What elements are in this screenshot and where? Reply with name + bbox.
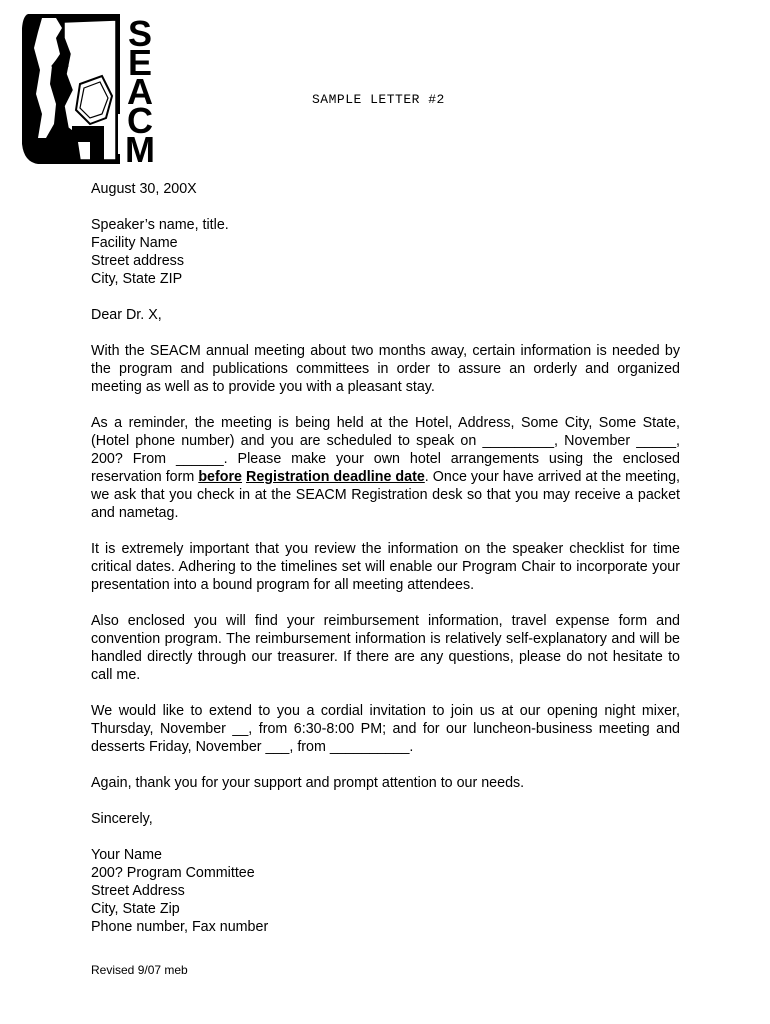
- signature-block: [91, 846, 680, 936]
- recipient-line: Street address: [91, 253, 184, 269]
- logo-letter-s: S: [127, 13, 152, 54]
- letter-date: August 30, 200X: [91, 181, 197, 197]
- closing: Sincerely,: [91, 811, 153, 827]
- paragraph-reimbursement: Also enclosed you will find your reimbursement information, travel expense form and convention program. The reimbursement information is relatively self-explanatory and will be handled directly through our treasurer. If there are any questions, please do not hesitate to call me.: [91, 613, 680, 683]
- paragraph-invitation: We would like to extend to you a cordial invitation to join us at our opening night mixer, Thursday, November __, from 6:30-8:00 PM; and for our luncheon-business meeting and desserts Friday, November ___, from __________.: [91, 703, 680, 755]
- paragraph-intro: With the SEACM annual meeting about two months away, certain information is needed by the program and publications committees in order to assure an orderly and organized meeting as well as to provide you with a pleasant stay.: [91, 343, 680, 395]
- letter-body: [91, 180, 680, 954]
- signature-line: City, State Zip: [91, 901, 180, 917]
- logo-letter-a: A: [127, 71, 153, 112]
- paragraph-thanks: Again, thank you for your support and prompt attention to our needs.: [91, 775, 525, 791]
- logo-letter-e: E: [127, 42, 152, 83]
- signature-line: 200? Program Committee: [91, 865, 255, 881]
- revision-note: Revised 9/07 meb: [91, 963, 188, 977]
- reminder-text: As a reminder, the meeting is being held at the Hotel, Address, Some City, Some State, (Hotel phone number) and you are scheduled to speak on _________, November _____, 200? From ______. Please make your own hotel arrangements using the enclosed reservation form: [91, 415, 680, 485]
- emphasis-before: before: [198, 469, 243, 485]
- logo-letter-m: M: [125, 129, 155, 170]
- recipient-line: Facility Name: [91, 235, 178, 251]
- seacm-logo: [20, 13, 155, 170]
- salutation: Dear Dr. X,: [91, 307, 162, 323]
- recipient-line: City, State ZIP: [91, 271, 183, 287]
- reminder-text-end: . Once your have arrived at the meeting, we ask that you check in at the SEACM Registration desk so that you may receive a packet and nametag.: [91, 469, 680, 521]
- signature-line: Street Address: [91, 883, 185, 899]
- paragraph-reminder: [91, 414, 680, 522]
- emphasis-deadline: Registration deadline date: [246, 469, 425, 485]
- logo-letter-c: C: [127, 100, 153, 141]
- recipient-block: [91, 216, 680, 288]
- signature-line: Phone number, Fax number: [91, 919, 269, 935]
- signature-line: Your Name: [91, 847, 162, 863]
- paragraph-checklist: It is extremely important that you review the information on the speaker checklist for time critical dates. Adhering to the timelines set will enable our Program Chair to incorporate your presentation into a bound program for all meeting attendees.: [91, 541, 680, 593]
- recipient-line: Speaker’s name, title.: [91, 217, 229, 233]
- page-title: SAMPLE LETTER #2: [312, 92, 445, 107]
